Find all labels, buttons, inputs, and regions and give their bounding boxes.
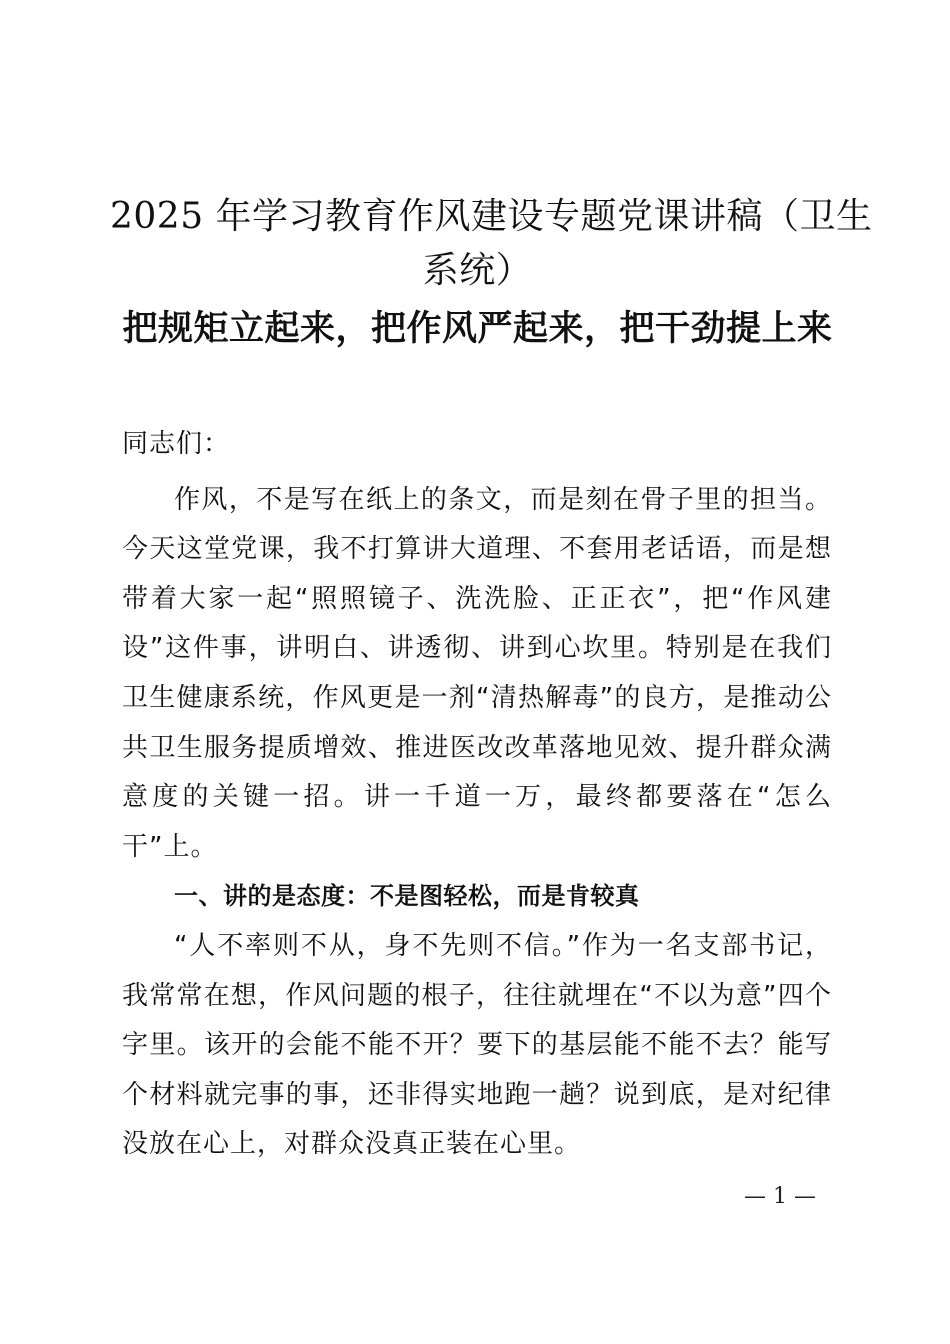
title-line-3: 把规矩立起来，把作风严起来，把干劲提上来 [122, 308, 833, 349]
paragraph-2: “人不率则不从，身不先则不信。”作为一名支部书记，我常常在想，作风问题的根子，往往就埋在“不以为意”四个字里。该开的会能不能不开？要下的基层能不能不去？能写个材料就完事的事，还非得实地跑一趟？说到底，是对纪律没放在心上，对群众没真正装在心里。 [122, 930, 832, 1160]
document-title [110, 190, 873, 356]
salutation: 同志们： [122, 429, 231, 459]
section-1-heading: 一、讲的是态度：不是图轻松，而是肯较真 [174, 882, 640, 911]
paragraph-1: 作风，不是写在纸上的条文，而是刻在骨子里的担当。今天这堂党课，我不打算讲大道理、不套用老话语，而是想带着大家一起“照照镜子、洗洗脸、正正衣”，把“作风建设”这件事，讲明白、讲透彻、讲到心坎里。特别是在我们卫生健康系统，作风更是一剂“清热解毒”的良方，是推动公共卫生服务提质增效、推进医改改革落地见效、提升群众满意度的关键一招。讲一千道一万，最终都要落在“怎么干”上。 [122, 484, 832, 862]
title-line-2: 系统） [422, 250, 533, 291]
document-body [122, 420, 832, 1170]
title-line-1: 2025 年学习教育作风建设专题党课讲稿（卫生 [110, 196, 873, 237]
page-number: — 1 — [744, 1184, 816, 1209]
